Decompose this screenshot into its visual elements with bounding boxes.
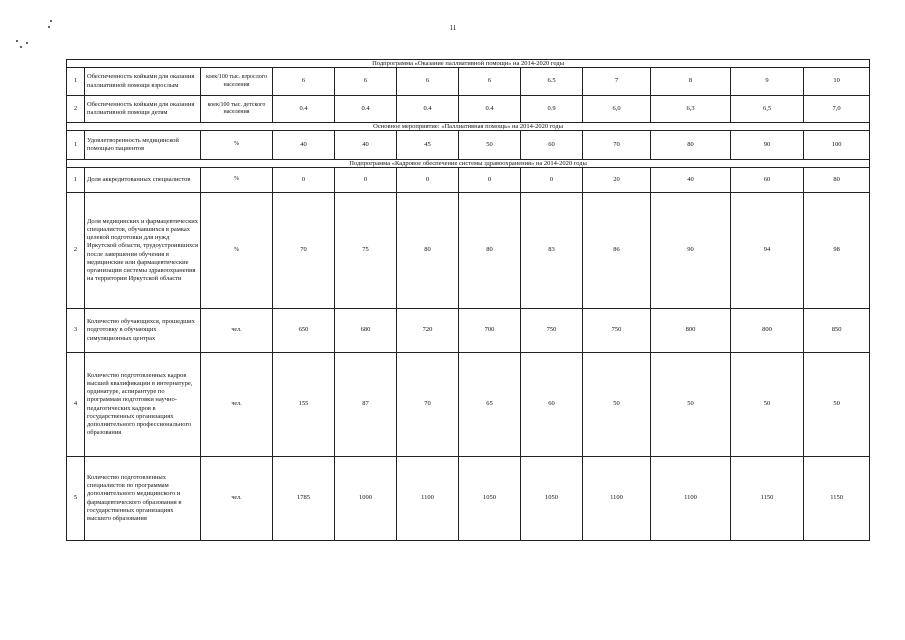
row-number: 4 (67, 353, 85, 457)
value-cell: 0 (273, 168, 335, 193)
value-cell: 1050 (521, 457, 583, 541)
indicator-name: Доля медицинских и фармацевтических специалистов, обучавшихся в рамках целевой подготовки для нужд Иркутской области, трудоустроившихся после завершения обучения в медицинские или фармацевтические организации системы здравоохранения на территории Иркутской области (85, 193, 201, 309)
unit-cell: чел. (201, 457, 273, 541)
row-number: 2 (67, 193, 85, 309)
value-cell: 6 (397, 68, 459, 96)
value-cell: 60 (731, 168, 804, 193)
unit-cell: % (201, 168, 273, 193)
value-cell: 70 (583, 131, 651, 160)
value-cell: 700 (459, 309, 521, 353)
value-cell: 94 (731, 193, 804, 309)
section-title: Подпрограмма «Оказание паллиативной помощи» на 2014-2020 годы (67, 60, 870, 68)
indicator-name: Количество обучающихся, прошедших подготовку в обучающих симуляционных центрах (85, 309, 201, 353)
indicator-name: Количество подготовленных специалистов по программам дополнительного медицинского и фармацевтического образования в государственных организациях высшего образования (85, 457, 201, 541)
value-cell: 20 (583, 168, 651, 193)
unit-cell: чел. (201, 309, 273, 353)
value-cell: 6 (273, 68, 335, 96)
value-cell: 6,5 (731, 96, 804, 123)
value-cell: 50 (651, 353, 731, 457)
value-cell: 87 (335, 353, 397, 457)
value-cell: 10 (804, 68, 870, 96)
value-cell: 50 (804, 353, 870, 457)
section-header-row (67, 123, 870, 131)
value-cell: 60 (521, 131, 583, 160)
row-number: 5 (67, 457, 85, 541)
value-cell: 0.4 (273, 96, 335, 123)
row-number: 1 (67, 68, 85, 96)
value-cell: 1150 (731, 457, 804, 541)
value-cell: 0 (397, 168, 459, 193)
value-cell: 50 (459, 131, 521, 160)
unit-cell: чел. (201, 353, 273, 457)
value-cell: 720 (397, 309, 459, 353)
value-cell: 40 (335, 131, 397, 160)
indicator-name: Обеспеченность койками для оказания паллиативной помощи детям (85, 96, 201, 123)
indicator-name: Количество подготовленных кадров высшей квалификации в интернатуре, ординатуре, аспирантуре по программам подготовки научно-педагогических кадров в государственных организациях дополнительного профессионального образования (85, 353, 201, 457)
section-title: Подпрограмма «Кадровое обеспечение системы здравоохранения» на 2014-2020 годы (67, 160, 870, 168)
value-cell: 98 (804, 193, 870, 309)
value-cell: 1100 (397, 457, 459, 541)
section-title: Основное мероприятие: «Паллиативная помощь» на 2014-2020 годы (67, 123, 870, 131)
value-cell: 50 (731, 353, 804, 457)
value-cell: 9 (731, 68, 804, 96)
value-cell: 850 (804, 309, 870, 353)
value-cell: 7,0 (804, 96, 870, 123)
value-cell: 0 (521, 168, 583, 193)
value-cell: 90 (731, 131, 804, 160)
value-cell: 40 (651, 168, 731, 193)
value-cell: 75 (335, 193, 397, 309)
value-cell: 6 (459, 68, 521, 96)
value-cell: 86 (583, 193, 651, 309)
table-row (67, 96, 870, 123)
unit-cell: коек/100 тыс. детского населения (201, 96, 273, 123)
row-number: 1 (67, 131, 85, 160)
value-cell: 1100 (583, 457, 651, 541)
value-cell: 1785 (273, 457, 335, 541)
page-number: 11 (449, 24, 457, 32)
value-cell: 680 (335, 309, 397, 353)
unit-cell: % (201, 131, 273, 160)
row-number: 1 (67, 168, 85, 193)
row-number: 3 (67, 309, 85, 353)
value-cell: 0 (459, 168, 521, 193)
section-header-row (67, 60, 870, 68)
value-cell: 8 (651, 68, 731, 96)
value-cell: 80 (804, 168, 870, 193)
value-cell: 45 (397, 131, 459, 160)
value-cell: 6,0 (583, 96, 651, 123)
value-cell: 0.4 (459, 96, 521, 123)
value-cell: 70 (273, 193, 335, 309)
table-row (67, 131, 870, 160)
value-cell: 800 (731, 309, 804, 353)
value-cell: 40 (273, 131, 335, 160)
value-cell: 1000 (335, 457, 397, 541)
table-row (67, 309, 870, 353)
section-header-row (67, 160, 870, 168)
table-row (67, 457, 870, 541)
value-cell: 0.9 (521, 96, 583, 123)
unit-cell: коек/100 тыс. взрослого населения (201, 68, 273, 96)
value-cell: 1100 (651, 457, 731, 541)
table-row (67, 353, 870, 457)
table-row (67, 168, 870, 193)
value-cell: 750 (583, 309, 651, 353)
value-cell: 650 (273, 309, 335, 353)
value-cell: 83 (521, 193, 583, 309)
indicators-table (66, 59, 870, 541)
value-cell: 750 (521, 309, 583, 353)
value-cell: 50 (583, 353, 651, 457)
value-cell: 65 (459, 353, 521, 457)
table-row (67, 68, 870, 96)
value-cell: 70 (397, 353, 459, 457)
value-cell: 1150 (804, 457, 870, 541)
value-cell: 6.5 (521, 68, 583, 96)
value-cell: 6,3 (651, 96, 731, 123)
value-cell: 80 (651, 131, 731, 160)
scan-artifact-dots (12, 16, 52, 56)
value-cell: 0.4 (335, 96, 397, 123)
value-cell: 100 (804, 131, 870, 160)
indicator-name: Обеспеченность койками для оказания паллиативной помощи взрослым (85, 68, 201, 96)
value-cell: 7 (583, 68, 651, 96)
table-row (67, 193, 870, 309)
value-cell: 6 (335, 68, 397, 96)
row-number: 2 (67, 96, 85, 123)
value-cell: 155 (273, 353, 335, 457)
value-cell: 1050 (459, 457, 521, 541)
value-cell: 60 (521, 353, 583, 457)
unit-cell: % (201, 193, 273, 309)
value-cell: 80 (397, 193, 459, 309)
value-cell: 0.4 (397, 96, 459, 123)
indicator-name: Удовлетворенность медицинской помощью пациентов (85, 131, 201, 160)
value-cell: 90 (651, 193, 731, 309)
indicator-name: Доля аккредитованных специалистов (85, 168, 201, 193)
value-cell: 800 (651, 309, 731, 353)
value-cell: 80 (459, 193, 521, 309)
value-cell: 0 (335, 168, 397, 193)
